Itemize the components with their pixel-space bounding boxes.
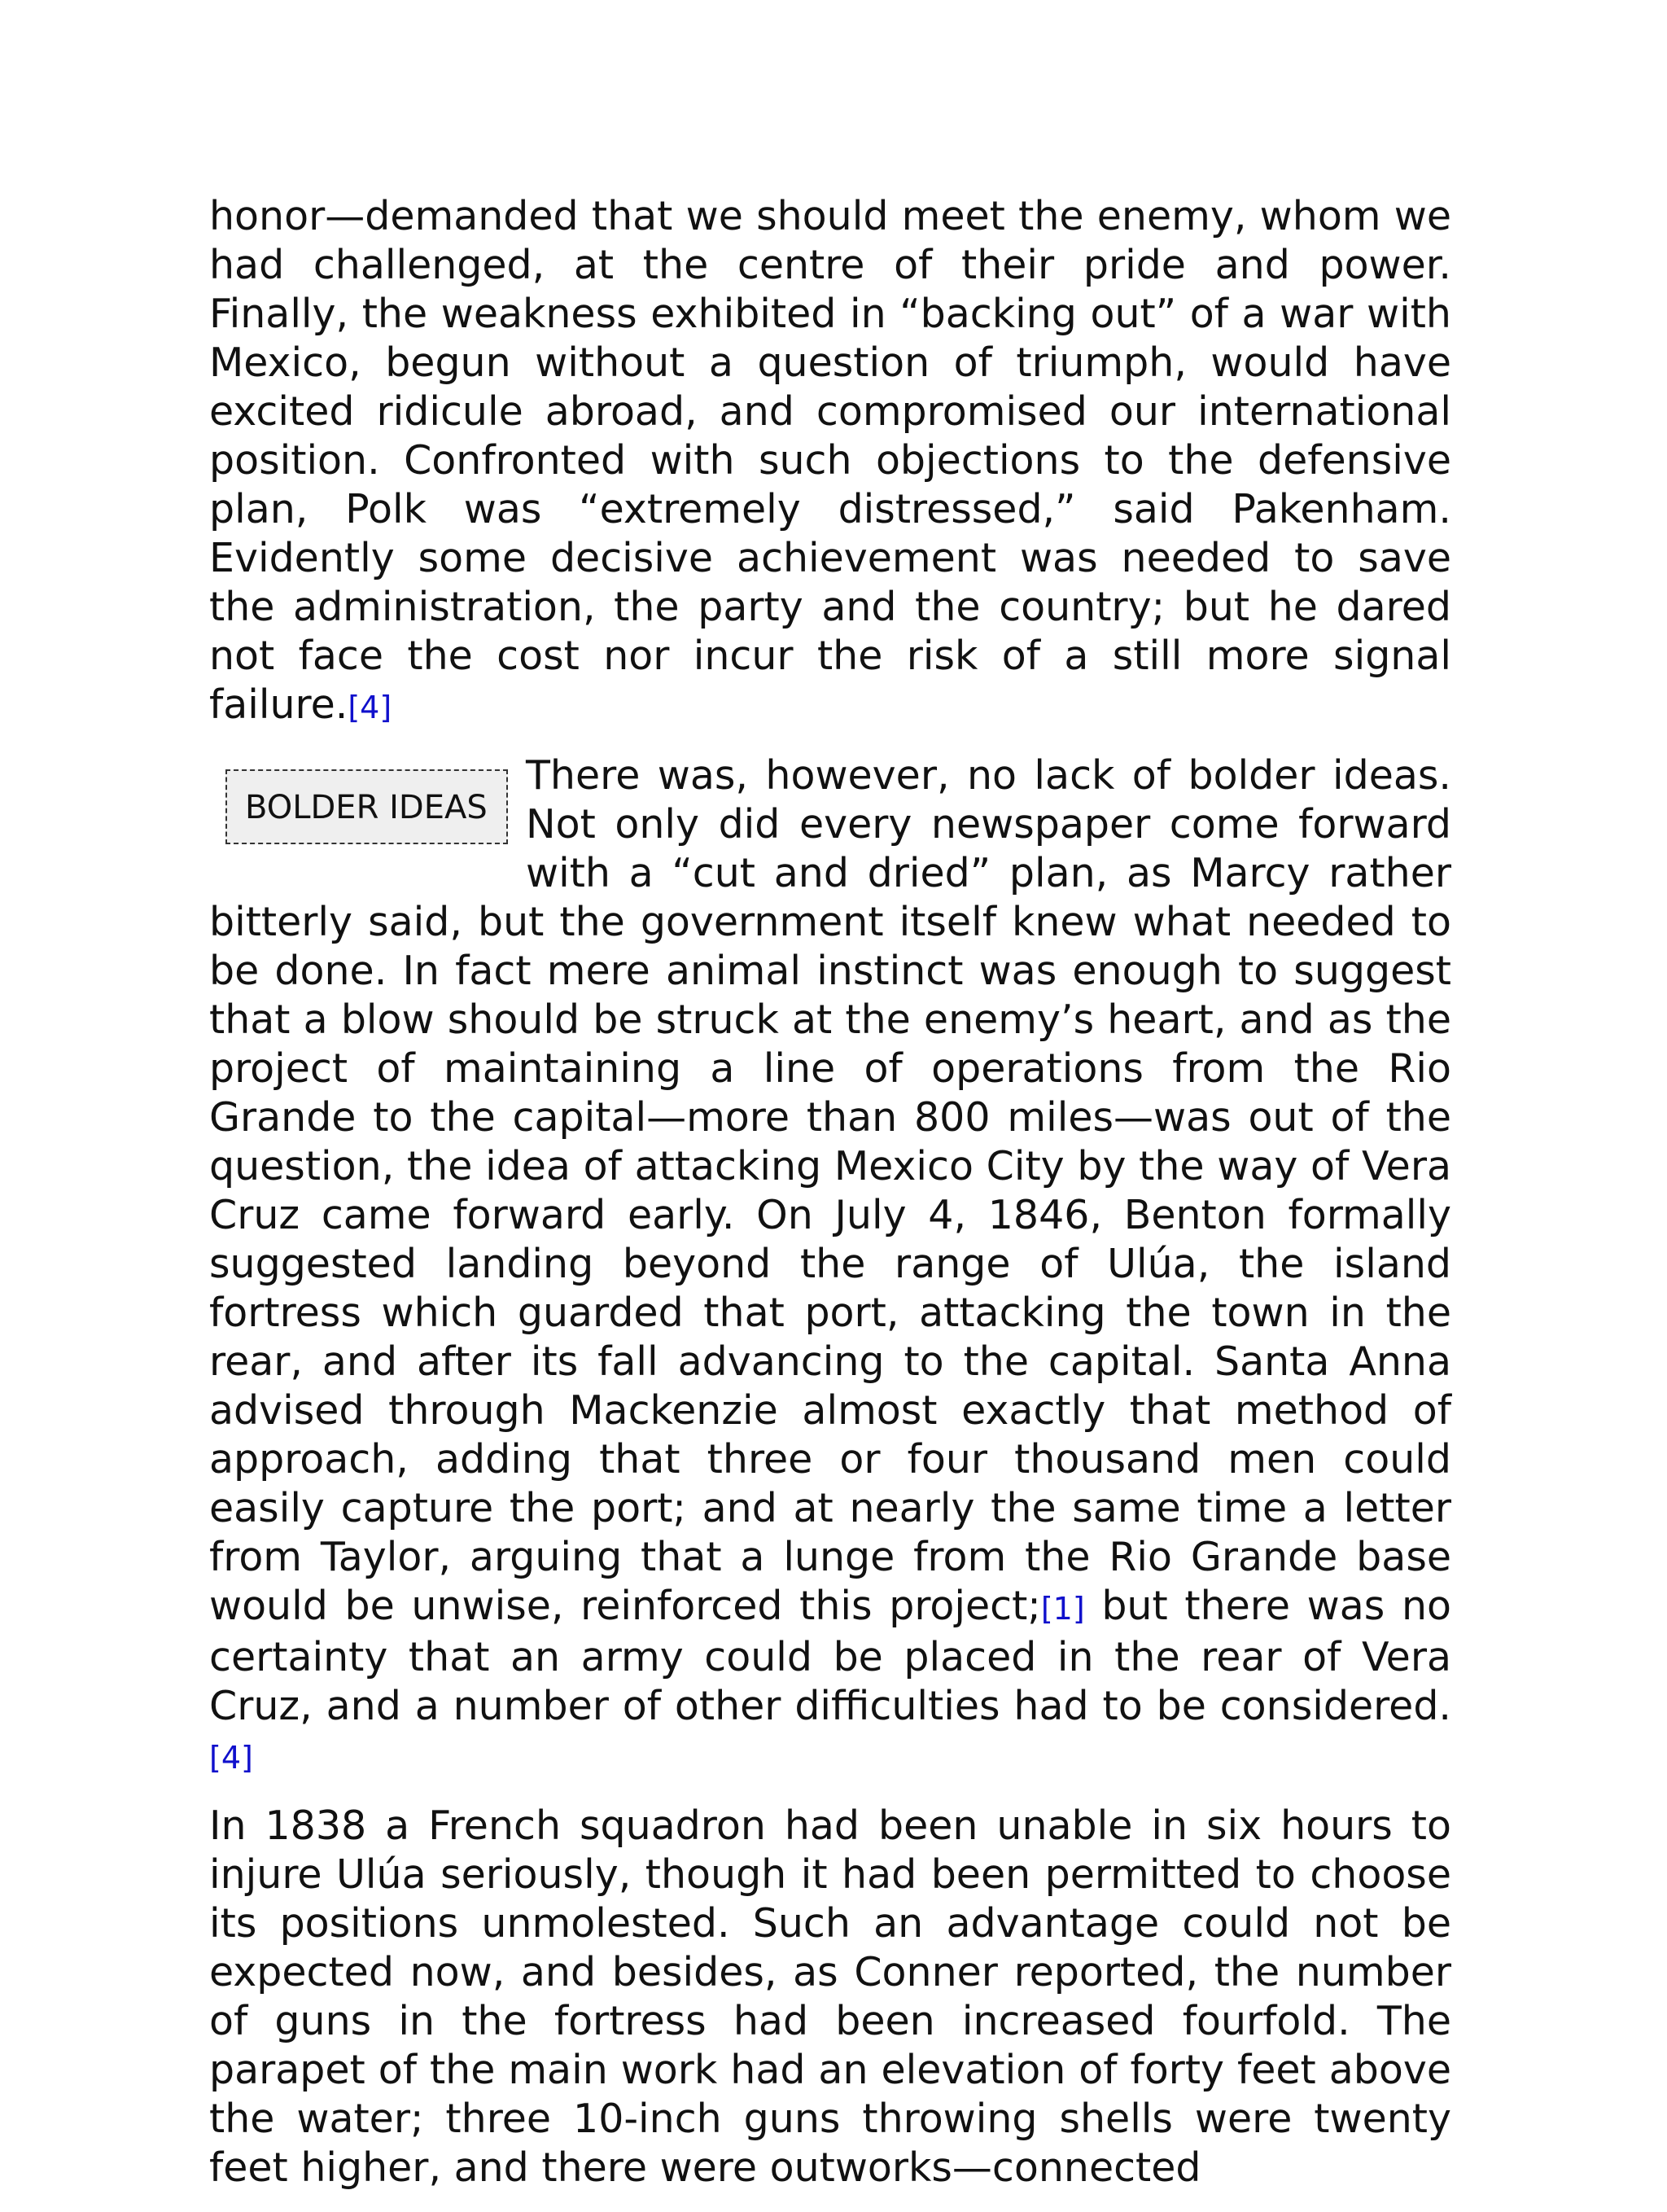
footnote-link-4-second[interactable]: [4]	[209, 1740, 253, 1776]
sidenote-bolder-ideas: BOLDER IDEAS	[225, 769, 508, 844]
paragraph-3-text: In 1838 a French squadron had been unable in six hours to injure Ulúa seriously, though it had been permitted to choose its positions unmolested. Such an advantage could not be expected now, and besides, as Conner reported, the number of guns in the fortress had been increased fourfold. The parapet of the main work had an elevation of forty feet above the water; three 10-inch guns throwing shells were twenty feet higher, and there were outworks—connected	[209, 1802, 1451, 2191]
paragraph-2-text-b: but there was no certainty that an army could be placed in the rear of Vera Cruz, and a number of other difficulties had to be considered.	[209, 1583, 1451, 1729]
paragraph-2-text-a: There was, however, no lack of bolder ideas. Not only did every newspaper come forward with a “cut and dried” plan, as Marcy rather bitterly said, but the government itself knew what needed to be done. In fact mere animal instinct was enough to suggest that a blow should be struck at the enemy’s heart, and as the project of maintaining a line of operations from the Rio Grande to the capital—more than 800 miles—was out of the question, the idea of attacking Mexico City by the way of Vera Cruz came forward early. On July 4, 1846, Benton formally suggested landing beyond the range of Ulúa, the island fortress which guarded that port, attacking the town in the rear, and after its fall advancing to the capital. Santa Anna advised through Mackenzie almost exactly that method of approach, adding that three or four thousand men could easily capture the port; and at nearly the same time a letter from Taylor, arguing that a lunge from the Rio Grande base would be unwise, reinforced this project;	[209, 752, 1451, 1629]
paragraph-2	[209, 751, 1451, 1782]
paragraph-1	[209, 192, 1451, 732]
footnote-link-1[interactable]: [1]	[1040, 1591, 1085, 1627]
document-page	[209, 192, 1451, 2212]
paragraph-3	[209, 1802, 1451, 2192]
footnote-link-4[interactable]: [4]	[348, 690, 392, 725]
paragraph-1-text: honor—demanded that we should meet the enemy, whom we had challenged, at the centre of their pride and power. Finally, the weakness exhibited in “backing out” of a war with Mexico, begun without a question of triumph, would have excited ridicule abroad, and compromised our international position. Confronted with such objections to the defensive plan, Polk was “extremely distressed,” said Pakenham. Evidently some decisive achievement was needed to save the administration, the party and the country; but he dared not face the cost nor incur the risk of a still more signal failure.	[209, 193, 1451, 728]
